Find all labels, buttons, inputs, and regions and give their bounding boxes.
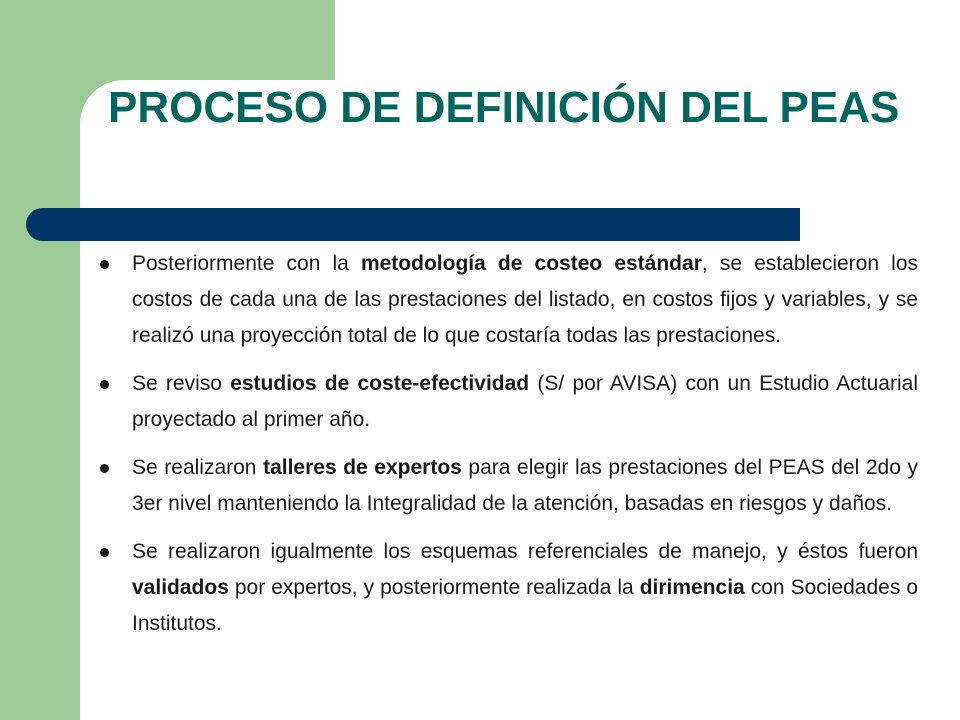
bullet-emphasis: talleres de expertos [263, 456, 462, 479]
bullet-text: (S/ por AVISA) con un Estudio Actuarial proyectado al primer año. [132, 372, 918, 431]
bullet-item-cost-effectiveness [98, 366, 918, 438]
bullet-list [98, 246, 918, 654]
slide-title: PROCESO DE DEFINICIÓN DEL PEAS [108, 83, 900, 132]
bullet-text: por expertos, y posteriormente realizada la [228, 576, 640, 599]
bullet-emphasis: metodología de costeo estándar [360, 252, 702, 275]
bullet-dot [100, 380, 109, 389]
title-underline-bar [26, 208, 800, 241]
bullet-text: , se establecieron los costos de cada una de las prestaciones del listado, en costos fijos y variables, y se realizó una proyección total de lo que costaría todas las prestaciones. [132, 252, 918, 347]
bullet-item-costing [98, 246, 918, 354]
bullet-item-expert-workshops [98, 450, 918, 522]
bullet-text: para elegir las prestaciones del PEAS del 2do y 3er nivel manteniendo la Integralidad de la atención, basadas en riesgos y daños. [132, 456, 919, 515]
bullet-item-reference-schemes [98, 534, 918, 642]
bullet-text: Se reviso [132, 372, 231, 395]
bullet-emphasis: dirimencia [639, 576, 745, 599]
bullet-text: con Sociedades o Institutos. [132, 576, 918, 635]
bullet-dot [100, 464, 109, 473]
bullet-text: Se realizaron igualmente los esquemas referenciales de manejo, y éstos fueron [132, 540, 918, 563]
bullet-emphasis: validados [132, 576, 229, 599]
bullet-dot [100, 548, 109, 557]
bullet-dot [100, 260, 109, 269]
bullet-emphasis: estudios de coste-efectividad [230, 372, 530, 395]
bullet-text: Se realizaron [132, 456, 264, 479]
bullet-text: Posteriormente con la [132, 252, 361, 275]
